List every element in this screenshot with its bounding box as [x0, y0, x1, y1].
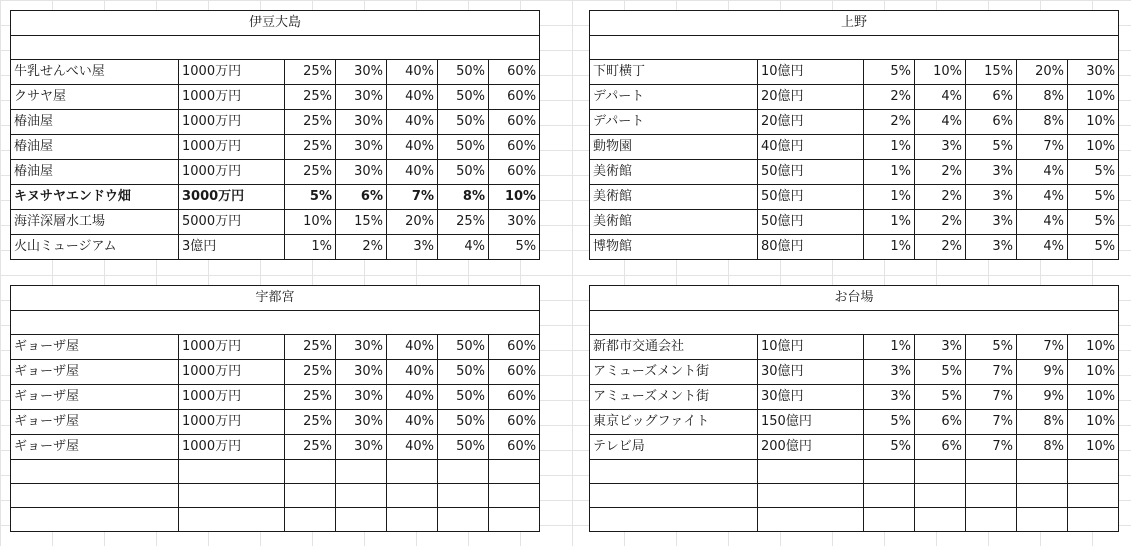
table-row	[11, 110, 540, 135]
profit-rate-cell[interactable]: 50%	[438, 435, 489, 460]
profit-rate-cell[interactable]: 10%	[1068, 85, 1119, 110]
property-price-cell[interactable]: 1000万円	[179, 60, 285, 85]
blank-cell[interactable]	[590, 311, 1119, 335]
profit-rate-cell[interactable]: 60%	[489, 410, 540, 435]
profit-rate-cell[interactable]: 5%	[489, 235, 540, 260]
property-name-cell[interactable]	[11, 484, 179, 508]
profit-rate-cell[interactable]	[336, 508, 387, 532]
profit-rate-cell[interactable]	[1068, 460, 1119, 484]
profit-rate-cell[interactable]: 2%	[915, 185, 966, 210]
property-name-cell[interactable]: ギョーザ屋	[11, 410, 179, 435]
profit-rate-cell[interactable]: 40%	[387, 410, 438, 435]
property-price-cell[interactable]	[179, 508, 285, 532]
profit-rate-cell[interactable]: 3%	[387, 235, 438, 260]
table-row	[590, 360, 1119, 385]
blank-cell[interactable]	[11, 311, 540, 335]
profit-rate-cell[interactable]: 5%	[1068, 210, 1119, 235]
profit-rate-cell[interactable]: 2%	[915, 160, 966, 185]
profit-rate-cell[interactable]: 30%	[336, 110, 387, 135]
profit-rate-cell[interactable]: 40%	[387, 85, 438, 110]
profit-rate-cell[interactable]: 60%	[489, 385, 540, 410]
property-name-cell[interactable]	[590, 484, 758, 508]
profit-rate-cell[interactable]: 9%	[1017, 385, 1068, 410]
property-name-cell[interactable]: 新都市交通会社	[590, 335, 758, 360]
profit-rate-cell[interactable]: 7%	[387, 185, 438, 210]
property-name-cell[interactable]: ギョーザ屋	[11, 435, 179, 460]
table-row	[11, 85, 540, 110]
property-price-cell[interactable]: 150億円	[758, 410, 864, 435]
profit-rate-cell[interactable]: 6%	[966, 110, 1017, 135]
table-row	[590, 410, 1119, 435]
area-title-cell[interactable]: 宇都宮	[11, 286, 540, 311]
property-name-cell[interactable]: 椿油屋	[11, 135, 179, 160]
profit-rate-cell[interactable]: 30%	[336, 385, 387, 410]
property-price-cell[interactable]: 10億円	[758, 335, 864, 360]
profit-rate-cell[interactable]: 30%	[1068, 60, 1119, 85]
profit-rate-cell[interactable]	[285, 460, 336, 484]
property-price-cell[interactable]	[179, 460, 285, 484]
property-price-cell[interactable]: 1000万円	[179, 385, 285, 410]
profit-rate-cell[interactable]	[966, 460, 1017, 484]
profit-rate-cell[interactable]: 10%	[1068, 410, 1119, 435]
profit-rate-cell[interactable]: 4%	[1017, 235, 1068, 260]
profit-rate-cell[interactable]: 7%	[966, 410, 1017, 435]
profit-rate-cell[interactable]: 15%	[336, 210, 387, 235]
profit-rate-cell[interactable]: 8%	[1017, 435, 1068, 460]
property-price-cell[interactable]: 20億円	[758, 85, 864, 110]
property-price-cell[interactable]: 50億円	[758, 185, 864, 210]
blank-header-row	[590, 36, 1119, 60]
profit-rate-cell[interactable]: 3%	[966, 160, 1017, 185]
profit-rate-cell[interactable]: 8%	[438, 185, 489, 210]
profit-rate-cell[interactable]: 25%	[438, 210, 489, 235]
profit-rate-cell[interactable]	[1017, 460, 1068, 484]
profit-rate-cell[interactable]: 50%	[438, 60, 489, 85]
profit-rate-cell[interactable]: 1%	[864, 335, 915, 360]
profit-rate-cell[interactable]: 4%	[1017, 210, 1068, 235]
profit-rate-cell[interactable]: 7%	[1017, 335, 1068, 360]
area-title-cell[interactable]: お台場	[590, 286, 1119, 311]
profit-rate-cell[interactable]: 8%	[1017, 110, 1068, 135]
profit-rate-cell[interactable]	[489, 460, 540, 484]
area-title-cell[interactable]: 伊豆大島	[11, 11, 540, 36]
profit-rate-cell[interactable]: 50%	[438, 410, 489, 435]
profit-rate-cell[interactable]: 25%	[285, 160, 336, 185]
profit-rate-cell[interactable]: 60%	[489, 160, 540, 185]
profit-rate-cell[interactable]: 40%	[387, 360, 438, 385]
profit-rate-cell[interactable]: 60%	[489, 135, 540, 160]
profit-rate-cell[interactable]: 3%	[915, 135, 966, 160]
property-price-cell[interactable]: 50億円	[758, 160, 864, 185]
property-name-cell[interactable]: デパート	[590, 85, 758, 110]
profit-rate-cell[interactable]: 40%	[387, 135, 438, 160]
profit-rate-cell[interactable]: 50%	[438, 360, 489, 385]
property-price-cell[interactable]: 200億円	[758, 435, 864, 460]
profit-rate-cell[interactable]: 25%	[285, 85, 336, 110]
property-price-cell[interactable]	[758, 460, 864, 484]
profit-rate-cell[interactable]: 4%	[915, 85, 966, 110]
profit-rate-cell[interactable]: 10%	[1068, 360, 1119, 385]
profit-rate-cell[interactable]: 10%	[1068, 335, 1119, 360]
property-name-cell[interactable]: 東京ビッグファイト	[590, 410, 758, 435]
profit-rate-cell[interactable]	[915, 460, 966, 484]
profit-rate-cell[interactable]: 6%	[966, 85, 1017, 110]
profit-rate-cell[interactable]: 1%	[864, 185, 915, 210]
property-price-cell[interactable]: 1000万円	[179, 435, 285, 460]
profit-rate-cell[interactable]: 40%	[387, 60, 438, 85]
profit-rate-cell[interactable]: 30%	[336, 435, 387, 460]
profit-rate-cell[interactable]: 25%	[285, 385, 336, 410]
table-row	[590, 335, 1119, 360]
property-price-cell[interactable]	[758, 484, 864, 508]
profit-rate-cell[interactable]	[864, 460, 915, 484]
profit-rate-cell[interactable]: 10%	[285, 210, 336, 235]
profit-rate-cell[interactable]: 2%	[915, 210, 966, 235]
property-name-cell[interactable]: 牛乳せんべい屋	[11, 60, 179, 85]
profit-rate-cell[interactable]: 25%	[285, 110, 336, 135]
profit-rate-cell[interactable]: 7%	[966, 360, 1017, 385]
profit-rate-cell[interactable]: 60%	[489, 360, 540, 385]
profit-rate-cell[interactable]: 3%	[966, 235, 1017, 260]
property-table-utsunomiya	[10, 285, 539, 532]
profit-rate-cell[interactable]: 5%	[966, 335, 1017, 360]
profit-rate-cell[interactable]: 5%	[1068, 160, 1119, 185]
profit-rate-cell[interactable]	[489, 484, 540, 508]
profit-rate-cell[interactable]: 30%	[336, 335, 387, 360]
profit-rate-cell[interactable]: 5%	[1068, 235, 1119, 260]
property-price-cell[interactable]: 50億円	[758, 210, 864, 235]
property-name-cell[interactable]: ギョーザ屋	[11, 385, 179, 410]
table-row	[11, 435, 540, 460]
profit-rate-cell[interactable]: 7%	[1017, 135, 1068, 160]
table-row	[11, 410, 540, 435]
profit-rate-cell[interactable]	[864, 508, 915, 532]
profit-rate-cell[interactable]: 10%	[489, 185, 540, 210]
profit-rate-cell[interactable]: 4%	[915, 110, 966, 135]
profit-rate-cell[interactable]: 5%	[864, 435, 915, 460]
property-name-cell[interactable]: 動物園	[590, 135, 758, 160]
profit-rate-cell[interactable]	[966, 484, 1017, 508]
property-name-cell[interactable]: 博物館	[590, 235, 758, 260]
profit-rate-cell[interactable]: 30%	[336, 85, 387, 110]
property-price-cell[interactable]: 30億円	[758, 385, 864, 410]
table-row	[11, 160, 540, 185]
table-title-row	[590, 286, 1119, 311]
table-row	[11, 60, 540, 85]
profit-rate-cell[interactable]: 2%	[336, 235, 387, 260]
profit-rate-cell[interactable]: 1%	[864, 135, 915, 160]
profit-rate-cell[interactable]: 40%	[387, 160, 438, 185]
profit-rate-cell[interactable]: 2%	[864, 85, 915, 110]
table-row	[590, 110, 1119, 135]
profit-rate-cell[interactable]: 60%	[489, 435, 540, 460]
property-price-cell[interactable]: 1000万円	[179, 135, 285, 160]
table-row	[11, 210, 540, 235]
profit-rate-cell[interactable]	[285, 484, 336, 508]
profit-rate-cell[interactable]: 30%	[336, 60, 387, 85]
profit-rate-cell[interactable]: 60%	[489, 110, 540, 135]
property-name-cell[interactable]	[590, 508, 758, 532]
profit-rate-cell[interactable]: 4%	[1017, 185, 1068, 210]
table-row	[590, 60, 1119, 85]
property-table-izu-oshima	[10, 10, 539, 260]
profit-rate-cell[interactable]: 5%	[1068, 185, 1119, 210]
property-name-cell[interactable]	[11, 460, 179, 484]
property-price-cell[interactable]: 1000万円	[179, 335, 285, 360]
profit-rate-cell[interactable]: 5%	[915, 360, 966, 385]
profit-rate-cell[interactable]: 5%	[966, 135, 1017, 160]
profit-rate-cell[interactable]: 30%	[336, 160, 387, 185]
property-name-cell[interactable]: 火山ミュージアム	[11, 235, 179, 260]
property-price-cell[interactable]: 1000万円	[179, 110, 285, 135]
profit-rate-cell[interactable]: 10%	[1068, 385, 1119, 410]
property-price-cell[interactable]: 1000万円	[179, 85, 285, 110]
profit-rate-cell[interactable]: 10%	[915, 60, 966, 85]
table-title-row	[11, 11, 540, 36]
profit-rate-cell[interactable]: 40%	[387, 385, 438, 410]
property-price-cell[interactable]: 80億円	[758, 235, 864, 260]
table-row	[11, 460, 540, 484]
profit-rate-cell[interactable]	[387, 508, 438, 532]
profit-rate-cell[interactable]: 30%	[336, 360, 387, 385]
table-row	[11, 335, 540, 360]
profit-rate-cell[interactable]: 30%	[336, 410, 387, 435]
profit-rate-cell[interactable]: 1%	[864, 235, 915, 260]
profit-rate-cell[interactable]	[438, 460, 489, 484]
table-row	[590, 435, 1119, 460]
profit-rate-cell[interactable]: 50%	[438, 85, 489, 110]
profit-rate-cell[interactable]: 4%	[1017, 160, 1068, 185]
property-name-cell[interactable]: アミューズメント街	[590, 385, 758, 410]
profit-rate-cell[interactable]: 6%	[915, 410, 966, 435]
table-row	[590, 185, 1119, 210]
property-price-cell[interactable]: 1000万円	[179, 360, 285, 385]
property-price-cell[interactable]: 3000万円	[179, 185, 285, 210]
property-name-cell[interactable]	[11, 508, 179, 532]
property-name-cell[interactable]: テレビ局	[590, 435, 758, 460]
table-row	[590, 85, 1119, 110]
profit-rate-cell[interactable]	[1017, 484, 1068, 508]
profit-rate-cell[interactable]: 60%	[489, 60, 540, 85]
profit-rate-cell[interactable]: 60%	[489, 85, 540, 110]
profit-rate-cell[interactable]: 40%	[387, 435, 438, 460]
profit-rate-cell[interactable]	[1017, 508, 1068, 532]
profit-rate-cell[interactable]: 3%	[966, 210, 1017, 235]
property-name-cell[interactable]: 美術館	[590, 160, 758, 185]
property-name-cell[interactable]: 椿油屋	[11, 110, 179, 135]
property-price-cell[interactable]: 5000万円	[179, 210, 285, 235]
profit-rate-cell[interactable]: 2%	[915, 235, 966, 260]
profit-rate-cell[interactable]: 50%	[438, 160, 489, 185]
profit-rate-cell[interactable]	[336, 460, 387, 484]
property-price-cell[interactable]: 1000万円	[179, 410, 285, 435]
profit-rate-cell[interactable]: 10%	[1068, 110, 1119, 135]
profit-rate-cell[interactable]: 2%	[864, 110, 915, 135]
profit-rate-cell[interactable]	[489, 508, 540, 532]
property-name-cell[interactable]: デパート	[590, 110, 758, 135]
table-row	[590, 508, 1119, 532]
profit-rate-cell[interactable]: 5%	[864, 410, 915, 435]
property-name-cell[interactable]: ギョーザ屋	[11, 335, 179, 360]
property-name-cell[interactable]: アミューズメント街	[590, 360, 758, 385]
blank-header-row	[11, 36, 540, 60]
profit-rate-cell[interactable]: 15%	[966, 60, 1017, 85]
table-row	[590, 385, 1119, 410]
profit-rate-cell[interactable]	[438, 508, 489, 532]
profit-rate-cell[interactable]: 6%	[915, 435, 966, 460]
profit-rate-cell[interactable]: 7%	[966, 435, 1017, 460]
blank-header-row	[11, 311, 540, 335]
profit-rate-cell[interactable]: 50%	[438, 135, 489, 160]
profit-rate-cell[interactable]: 50%	[438, 385, 489, 410]
property-price-cell[interactable]: 1000万円	[179, 160, 285, 185]
property-price-cell[interactable]	[758, 508, 864, 532]
table-row	[11, 508, 540, 532]
table-row	[11, 135, 540, 160]
profit-rate-cell[interactable]: 3%	[966, 185, 1017, 210]
profit-rate-cell[interactable]: 40%	[387, 110, 438, 135]
profit-rate-cell[interactable]: 8%	[1017, 410, 1068, 435]
profit-rate-cell[interactable]: 9%	[1017, 360, 1068, 385]
property-name-cell[interactable]: 椿油屋	[11, 160, 179, 185]
profit-rate-cell[interactable]: 3%	[864, 385, 915, 410]
property-price-cell[interactable]: 20億円	[758, 110, 864, 135]
table-row	[11, 484, 540, 508]
blank-cell[interactable]	[590, 36, 1119, 60]
profit-rate-cell[interactable]	[438, 484, 489, 508]
blank-header-row	[590, 311, 1119, 335]
profit-rate-cell[interactable]: 30%	[489, 210, 540, 235]
profit-rate-cell[interactable]	[864, 484, 915, 508]
profit-rate-cell[interactable]: 8%	[1017, 85, 1068, 110]
profit-rate-cell[interactable]: 25%	[285, 135, 336, 160]
profit-rate-cell[interactable]: 10%	[1068, 135, 1119, 160]
table-row	[11, 185, 540, 210]
profit-rate-cell[interactable]: 25%	[285, 435, 336, 460]
profit-rate-cell[interactable]: 60%	[489, 335, 540, 360]
profit-rate-cell[interactable]: 20%	[1017, 60, 1068, 85]
property-name-cell[interactable]	[590, 460, 758, 484]
property-price-cell[interactable]: 40億円	[758, 135, 864, 160]
profit-rate-cell[interactable]: 5%	[285, 185, 336, 210]
property-price-cell[interactable]: 30億円	[758, 360, 864, 385]
property-price-cell[interactable]: 3億円	[179, 235, 285, 260]
profit-rate-cell[interactable]: 7%	[966, 385, 1017, 410]
table-title-row	[11, 286, 540, 311]
profit-rate-cell[interactable]: 25%	[285, 360, 336, 385]
profit-rate-cell[interactable]	[915, 508, 966, 532]
property-name-cell[interactable]: キヌサヤエンドウ畑	[11, 185, 179, 210]
profit-rate-cell[interactable]	[387, 460, 438, 484]
table-title-row	[590, 11, 1119, 36]
table-row	[590, 160, 1119, 185]
profit-rate-cell[interactable]	[336, 484, 387, 508]
profit-rate-cell[interactable]: 20%	[387, 210, 438, 235]
area-title-cell[interactable]: 上野	[590, 11, 1119, 36]
profit-rate-cell[interactable]: 30%	[336, 135, 387, 160]
property-name-cell[interactable]: ギョーザ屋	[11, 360, 179, 385]
table-row	[590, 210, 1119, 235]
profit-rate-cell[interactable]	[285, 508, 336, 532]
profit-rate-cell[interactable]	[1068, 484, 1119, 508]
profit-rate-cell[interactable]: 25%	[285, 410, 336, 435]
profit-rate-cell[interactable]: 25%	[285, 335, 336, 360]
profit-rate-cell[interactable]: 3%	[864, 360, 915, 385]
profit-rate-cell[interactable]: 1%	[864, 160, 915, 185]
profit-rate-cell[interactable]	[915, 484, 966, 508]
profit-rate-cell[interactable]: 1%	[285, 235, 336, 260]
blank-cell[interactable]	[11, 36, 540, 60]
profit-rate-cell[interactable]	[387, 484, 438, 508]
table-row	[590, 460, 1119, 484]
property-name-cell[interactable]: 美術館	[590, 210, 758, 235]
profit-rate-cell[interactable]: 1%	[864, 210, 915, 235]
profit-rate-cell[interactable]: 50%	[438, 110, 489, 135]
profit-rate-cell[interactable]: 5%	[864, 60, 915, 85]
table-row	[590, 484, 1119, 508]
profit-rate-cell[interactable]	[1068, 508, 1119, 532]
profit-rate-cell[interactable]	[966, 508, 1017, 532]
profit-rate-cell[interactable]: 6%	[336, 185, 387, 210]
property-table-ueno	[589, 10, 1118, 260]
property-name-cell[interactable]: 海洋深層水工場	[11, 210, 179, 235]
profit-rate-cell[interactable]: 10%	[1068, 435, 1119, 460]
profit-rate-cell[interactable]: 3%	[915, 335, 966, 360]
table-row	[590, 135, 1119, 160]
table-row	[11, 235, 540, 260]
property-table-odaiba	[589, 285, 1118, 532]
profit-rate-cell[interactable]: 5%	[915, 385, 966, 410]
table-row	[590, 235, 1119, 260]
property-name-cell[interactable]: クサヤ屋	[11, 85, 179, 110]
property-name-cell[interactable]: 下町横丁	[590, 60, 758, 85]
profit-rate-cell[interactable]: 25%	[285, 60, 336, 85]
property-price-cell[interactable]	[179, 484, 285, 508]
property-price-cell[interactable]: 10億円	[758, 60, 864, 85]
table-row	[11, 360, 540, 385]
profit-rate-cell[interactable]: 50%	[438, 335, 489, 360]
table-row	[11, 385, 540, 410]
property-name-cell[interactable]: 美術館	[590, 185, 758, 210]
profit-rate-cell[interactable]: 40%	[387, 335, 438, 360]
profit-rate-cell[interactable]: 4%	[438, 235, 489, 260]
